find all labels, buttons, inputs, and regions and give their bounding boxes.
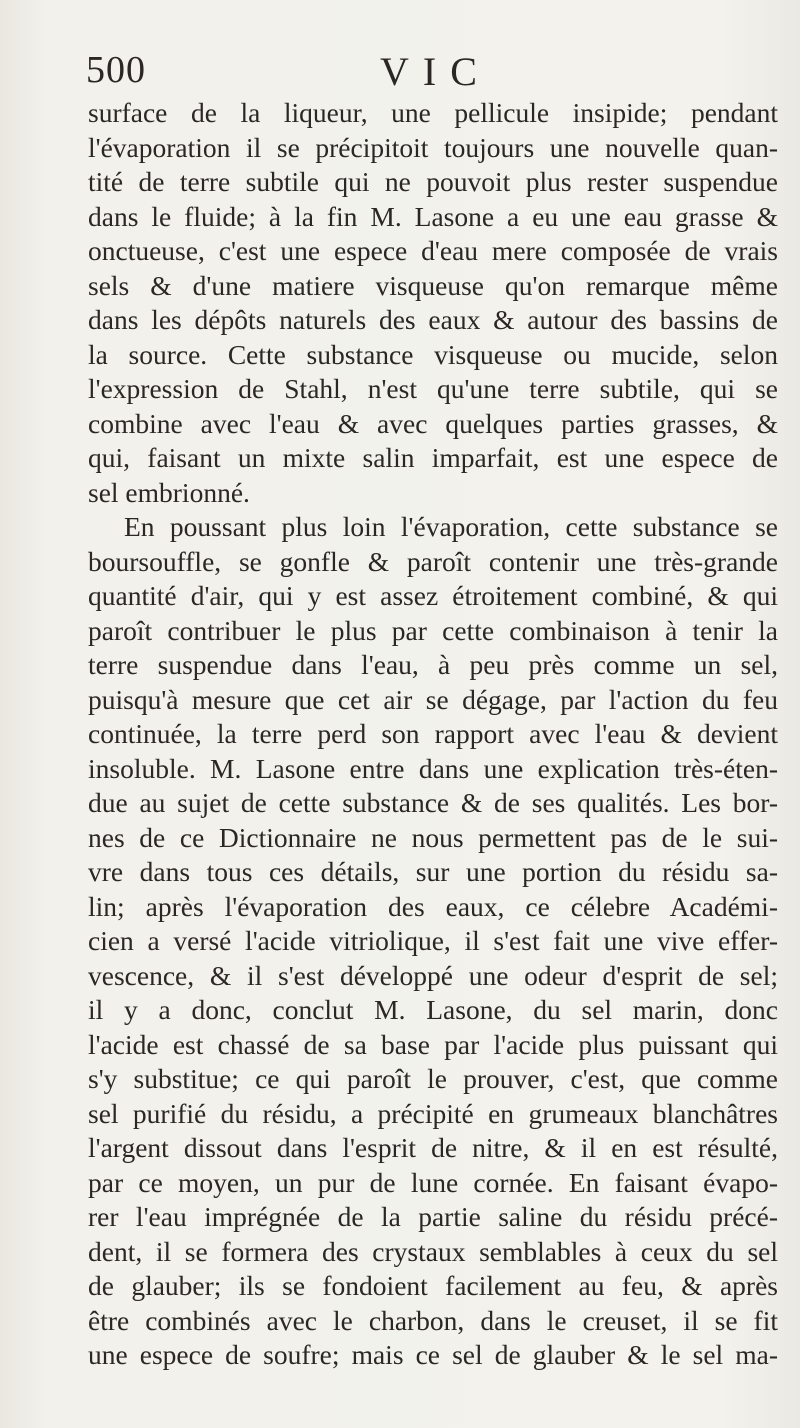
text-line: combine avec l'eau & avec quelques parties grasses, & (88, 407, 778, 439)
text-line: sel purifié du résidu, a précipité en grumeaux blanchâtres (88, 1097, 778, 1129)
text-line: vre dans tous ces détails, sur une portion du résidu sa- (88, 856, 778, 887)
text-line: tité de terre subtile qui ne pouvoit plus rester suspendue (88, 166, 778, 197)
paragraph-end-line: sel embrionné. (88, 476, 250, 508)
text-line: l'acide est chassé de sa base par l'acide plus puissant qui (88, 1028, 778, 1060)
text-line: nes de ce Dictionnaire ne nous permettent pas de le sui- (88, 821, 778, 853)
text-line: l'expression de Stahl, n'est qu'une terre subtile, qui se (88, 373, 778, 404)
text-line: insoluble. M. Lasone entre dans une explication très-éten- (88, 752, 778, 784)
text-line: une espece de soufre; mais ce sel de glauber & le sel ma- (88, 1339, 778, 1370)
page-header (86, 48, 786, 96)
text-line: paroît contribuer le plus par cette combinaison à tenir la (88, 614, 778, 646)
text-line: dans le fluide; à la fin M. Lasone a eu une eau grasse & (88, 200, 778, 232)
text-line: puisqu'à mesure que cet air se dégage, par l'action du feu (88, 683, 778, 715)
text-line: terre suspendue dans l'eau, à peu près comme un sel, (88, 649, 778, 680)
running-head: VIC (380, 49, 491, 94)
text-line: de glauber; ils se fondoient facilement au feu, & après (88, 1270, 778, 1301)
paragraph-first-line: En poussant plus loin l'évaporation, cette substance se (124, 511, 778, 542)
text-line: l'évaporation il se précipitoit toujours une nouvelle quan- (88, 131, 778, 163)
text-line: s'y substitue; ce qui paroît le prouver, c'est, que comme (88, 1063, 778, 1094)
text-line: boursouffle, se gonfle & paroît contenir une très-grande (88, 545, 778, 577)
text-line: surface de la liqueur, une pellicule insipide; pendant (88, 97, 778, 128)
text-line: sels & d'une matiere visqueuse qu'on remarque même (88, 269, 778, 301)
text-line: il y a donc, conclut M. Lasone, du sel marin, donc (88, 994, 778, 1025)
text-line: dent, il se formera des crystaux semblables à ceux du sel (88, 1235, 778, 1267)
text-line: l'argent dissout dans l'esprit de nitre, & il en est résulté, (88, 1132, 778, 1163)
text-line: due au sujet de cette substance & de ses qualités. Les bor- (88, 787, 778, 818)
text-line: par ce moyen, un pur de lune cornée. En faisant évapo- (88, 1166, 778, 1198)
text-line: qui, faisant un mixte salin imparfait, est une espece de (88, 442, 778, 473)
body-text (88, 96, 778, 1373)
text-line: quantité d'air, qui y est assez étroitement combiné, & qui (88, 580, 778, 611)
text-line: continuée, la terre perd son rapport avec l'eau & devient (88, 718, 778, 749)
text-line: dans les dépôts naturels des eaux & autour des bassins de (88, 304, 778, 335)
text-line: lin; après l'évaporation des eaux, ce célebre Académi- (88, 890, 778, 922)
text-line: la source. Cette substance visqueuse ou mucide, selon (88, 338, 778, 370)
text-line: onctueuse, c'est une espece d'eau mere composée de vrais (88, 235, 778, 266)
text-line: vescence, & il s'est développé une odeur d'esprit de sel; (88, 959, 778, 991)
page-number: 500 (86, 49, 146, 91)
text-line: être combinés avec le charbon, dans le creuset, il se fit (88, 1304, 778, 1336)
text-line: cien a versé l'acide vitriolique, il s'est fait une vive effer- (88, 925, 778, 956)
text-line: rer l'eau imprégnée de la partie saline du résidu précé- (88, 1201, 778, 1232)
